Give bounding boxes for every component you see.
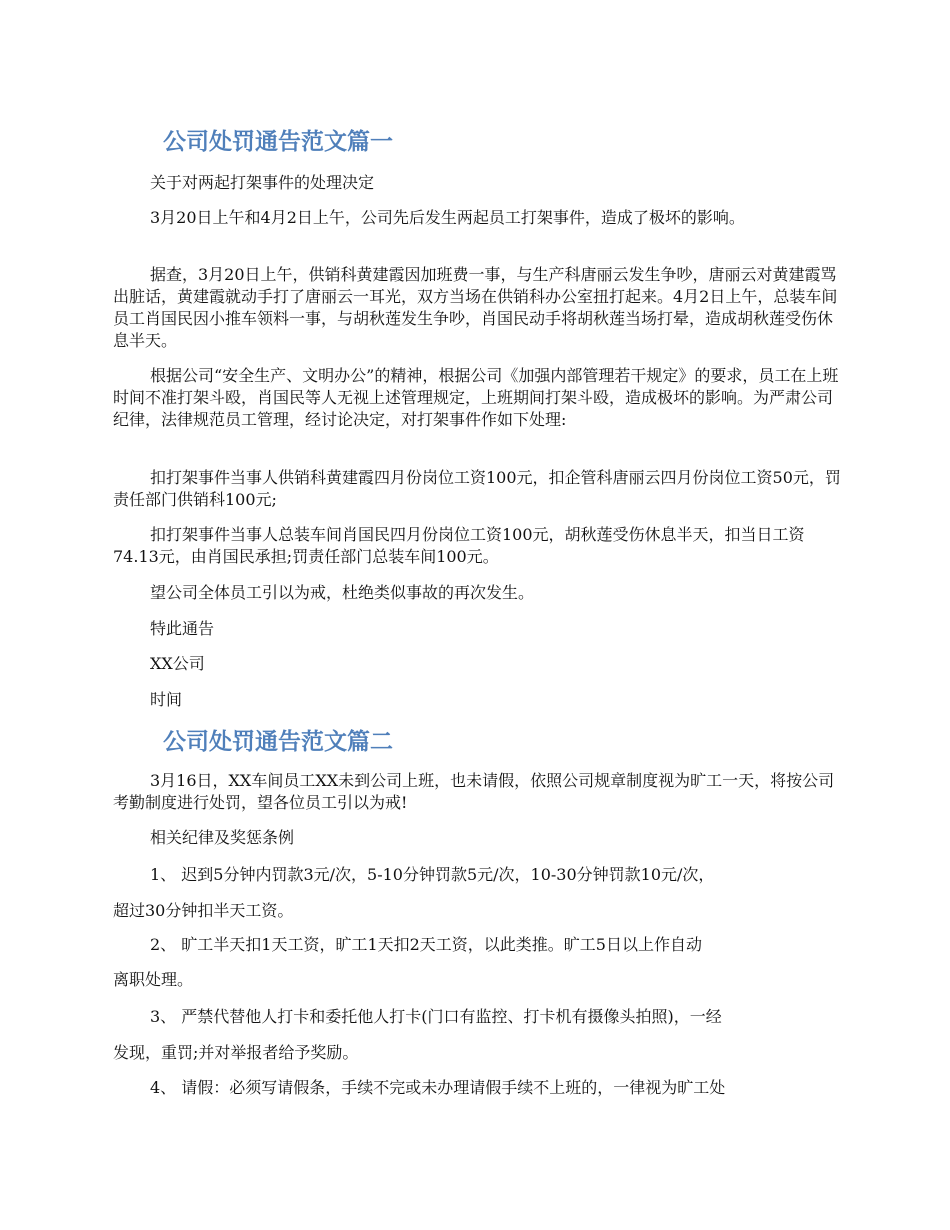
section1-company: XX公司 (150, 654, 205, 673)
rule-4-line-1: 4、 请假：必须写请假条，手续不完或未办理请假手续不上班的，一律视为旷工处 (150, 1078, 726, 1097)
rule-3-line-2: 发现，重罚;并对举报者给予奖励。 (113, 1043, 359, 1062)
rule-1-line-2: 超过30分钟扣半天工资。 (113, 901, 294, 920)
section2-title: 公司处罚通告范文篇二 (163, 729, 393, 755)
rule-2-line-1: 2、 旷工半天扣1天工资，旷工1天扣2天工资，以此类推。旷工5日以上作自动 (150, 935, 702, 954)
section1-paragraph-2: 据查，3月20日上午，供销科黄建霞因加班费一事，与生产科唐丽云发生争吵，唐丽云对黄建霞骂出脏话，黄建霞就动手打了唐丽云一耳光，双方当场在供销科办公室扭打起来。4月2日上午，总装车间员工肖国民因小推车领料一事，与胡秋莲发生争吵，肖国民动手将胡秋莲当场打晕，造成胡秋莲受伤休息半天。 (113, 265, 838, 350)
rule-2-line-2: 离职处理。 (113, 970, 194, 989)
section1-paragraph-1: 3月20日上午和4月2日上午，公司先后发生两起员工打架事件，造成了极坏的影响。 (150, 208, 745, 227)
section1-notice: 特此通告 (150, 619, 215, 638)
rule-1-line-1: 1、 迟到5分钟内罚款3元/次，5-10分钟罚款5元/次，10-30分钟罚款10元/次， (150, 865, 715, 884)
section1-warning: 望公司全体员工引以为戒，杜绝类似事故的再次发生。 (150, 583, 535, 602)
section1-paragraph-5: 扣打架事件当事人总装车间肖国民四月份岗位工资100元，胡秋莲受伤休息半天，扣当日工资74.13元，由肖国民承担;罚责任部门总装车间100元。 (113, 525, 805, 566)
section1-paragraph-4: 扣打架事件当事人供销科黄建霞四月份岗位工资100元，扣企管科唐丽云四月份岗位工资50元，罚责任部门供销科100元; (113, 468, 841, 509)
rule-3-line-1: 3、 严禁代替他人打卡和委托他人打卡(门口有监控、打卡机有摄像头拍照)，一经 (150, 1007, 722, 1026)
section1-paragraph-3: 根据公司“安全生产、文明办公”的精神，根据公司《加强内部管理若干规定》的要求，员工在上班时间不准打架斗殴，肖国民等人无视上述管理规定，上班期间打架斗殴，造成极坏的影响。为严肃公司纪律，法律规范员工管理，经讨论决定，对打架事件作如下处理: (113, 366, 839, 429)
section2-rules-title: 相关纪律及奖惩条例 (150, 828, 295, 847)
section2-intro: 3月16日，XX车间员工XX未到公司上班，也未请假，依照公司规章制度视为旷工一天，将按公司考勤制度进行处罚，望各位员工引以为戒! (113, 771, 835, 812)
section1-date-label: 时间 (150, 690, 183, 709)
section1-title: 公司处罚通告范文篇一 (163, 129, 393, 155)
section1-subtitle: 关于对两起打架事件的处理决定 (150, 173, 375, 192)
